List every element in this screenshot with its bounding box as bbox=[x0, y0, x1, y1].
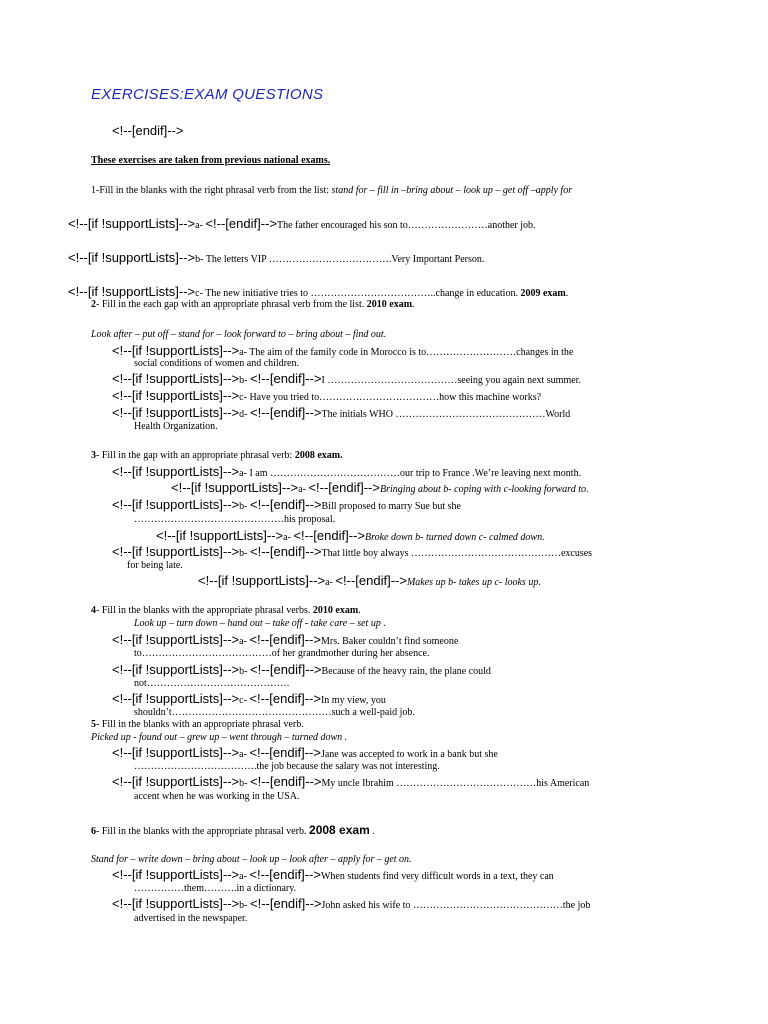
page-title: EXERCISES:EXAM QUESTIONS bbox=[91, 86, 324, 103]
ex3-item-a-options: <!--[if !supportLists]-->a- <!--[endif]-->Bringing about b- coping with c-looking forward to. bbox=[171, 480, 589, 495]
ex3-item-a: <!--[if !supportLists]-->a- I am …………………………………our trip to France .We’re leaving next month. bbox=[112, 464, 582, 479]
intro-note: These exercises are taken from previous national exams. bbox=[91, 155, 331, 166]
ex3-item-b-options: <!--[if !supportLists]-->a- <!--[endif]-->Broke down b- turned down c- calmed down. bbox=[156, 528, 545, 543]
ex2-item-d-cont: Health Organization. bbox=[134, 421, 218, 432]
ex3-item-c-cont: for being late. bbox=[127, 560, 183, 571]
ex6-item-a-cont: ……………them……….in a dictionary. bbox=[134, 883, 297, 894]
ex4-item-c-cont: shouldn’t…………………………………………such a well-paid job. bbox=[134, 707, 415, 718]
ex2-item-d: <!--[if !supportLists]-->d- <!--[endif]-->The initials WHO ………………………………………World bbox=[112, 405, 571, 420]
ex1-item-a: <!--[if !supportLists]-->a- <!--[endif]-->The father encouraged his son to……………………another job. bbox=[68, 216, 536, 231]
ex2-item-b: <!--[if !supportLists]-->b- <!--[endif]-->I …………………………………seeing you again next summer. bbox=[112, 371, 581, 386]
ex3-item-b: <!--[if !supportLists]-->b- <!--[endif]-->Bill proposed to marry Sue but she bbox=[112, 497, 461, 512]
endif-comment: <!--[endif]--> bbox=[112, 123, 184, 138]
ex6-word-list: Stand for – write down – bring about – look up – look after – apply for – get on. bbox=[91, 854, 412, 865]
ex6-item-b-cont: advertised in the newspaper. bbox=[134, 913, 248, 924]
ex6-item-b: <!--[if !supportLists]-->b- <!--[endif]-->John asked his wife to ………………………………………the job bbox=[112, 896, 591, 911]
ex5-instruction: 5- Fill in the blanks with an appropriate phrasal verb. bbox=[91, 719, 304, 730]
ex4-item-c: <!--[if !supportLists]-->c- <!--[endif]-->In my view, you bbox=[112, 691, 386, 706]
ex5-item-a: <!--[if !supportLists]-->a- <!--[endif]-->Jane was accepted to work in a bank but she bbox=[112, 745, 498, 760]
ex4-item-a-cont: to…………………………………of her grandmother during her absence. bbox=[134, 648, 430, 659]
ex3-instruction: 3- Fill in the gap with an appropriate phrasal verb: 2008 exam. bbox=[91, 450, 343, 461]
ex6-instruction: 6- Fill in the blanks with the appropriate phrasal verb. 2008 exam . bbox=[91, 823, 375, 837]
ex1-item-c: <!--[if !supportLists]-->c- The new initiative tries to ………………………………..change in education. 2009 exam. bbox=[68, 284, 569, 299]
ex3-item-c: <!--[if !supportLists]-->b- <!--[endif]-->That little boy always ………………………………………excuses bbox=[112, 544, 593, 559]
ex4-instruction: 4- Fill in the blanks with the appropriate phrasal verbs. 2010 exam. bbox=[91, 605, 361, 616]
ex4-item-a: <!--[if !supportLists]-->a- <!--[endif]-->Mrs. Baker couldn’t find someone bbox=[112, 632, 459, 647]
ex2-word-list: Look after – put off – stand for – look forward to – bring about – find out. bbox=[91, 329, 387, 340]
ex3-item-c-options: <!--[if !supportLists]-->a- <!--[endif]-->Makes up b- takes up c- looks up. bbox=[198, 573, 541, 588]
ex4-word-list: Look up – turn down – hand out – take off - take care – set up . bbox=[134, 618, 386, 629]
ex5-item-a-cont: ……………………………….the job because the salary was not interesting. bbox=[134, 761, 440, 772]
ex4-item-b-cont: not……………………………………. bbox=[134, 678, 290, 689]
ex3-item-b-cont: ………………………………………his proposal. bbox=[134, 514, 336, 525]
ex1-instruction: 1-Fill in the blanks with the right phrasal verb from the list: stand for – fill in –bring about – look up – get off –apply for bbox=[91, 185, 573, 196]
ex6-item-a: <!--[if !supportLists]-->a- <!--[endif]-->When students find very difficult words in a text, they can bbox=[112, 867, 554, 882]
ex4-item-b: <!--[if !supportLists]-->b- <!--[endif]-->Because of the heavy rain, the plane could bbox=[112, 662, 491, 677]
ex5-item-b: <!--[if !supportLists]-->b- <!--[endif]-->My uncle Ibrahim ……………………………………his American bbox=[112, 774, 590, 789]
ex2-item-a: <!--[if !supportLists]-->a- The aim of the family code in Morocco is to………………………changes in the bbox=[112, 343, 574, 358]
ex2-item-a-cont: social conditions of women and children. bbox=[134, 358, 299, 369]
ex2-item-c: <!--[if !supportLists]-->c- Have you tried to………………………………how this machine works? bbox=[112, 388, 542, 403]
ex1-item-b: <!--[if !supportLists]-->b- The letters VIP ……………………………….Very Important Person. bbox=[68, 250, 485, 265]
ex5-word-list: Picked up - found out – grew up – went through – turned down . bbox=[91, 732, 348, 743]
ex5-item-b-cont: accent when he was working in the USA. bbox=[134, 791, 300, 802]
ex2-instruction: 2- Fill in the each gap with an appropriate phrasal verb from the list. 2010 exam. bbox=[91, 299, 415, 310]
